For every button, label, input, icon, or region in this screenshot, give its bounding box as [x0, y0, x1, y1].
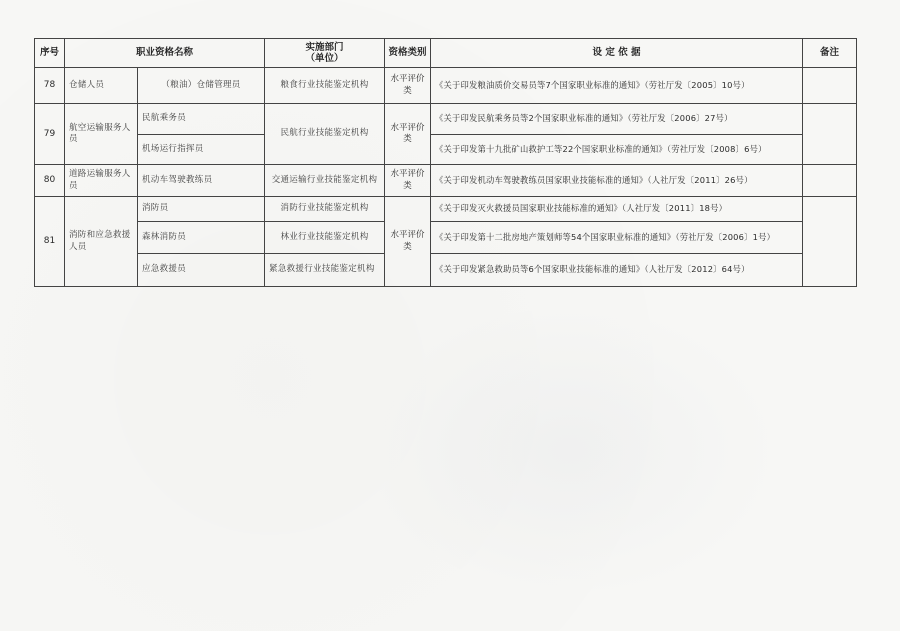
category-cell: 水平评价类 — [385, 104, 431, 165]
table-header-row — [35, 39, 857, 68]
remark-cell — [803, 197, 857, 287]
group-cell: 消防和应急救援人员 — [65, 197, 138, 287]
category-cell: 水平评价类 — [385, 197, 431, 287]
group-cell: 道路运输服务人员 — [65, 165, 138, 197]
basis-cell: 《关于印发紧急救助员等6个国家职业技能标准的通知》（人社厅发〔2012〕64号） — [431, 254, 803, 287]
remark-cell — [803, 68, 857, 104]
table-row — [35, 254, 857, 287]
scan-smudge — [360, 300, 780, 600]
header-basis: 设 定 依 据 — [431, 39, 803, 68]
seq-cell: 81 — [35, 197, 65, 287]
seq-cell: 78 — [35, 68, 65, 104]
name-cell: 应急救援员 — [138, 254, 265, 287]
group-cell: 航空运输服务人员 — [65, 104, 138, 165]
table-row — [35, 165, 857, 197]
basis-cell: 《关于印发机动车驾驶教练员国家职业技能标准的通知》（人社厅发〔2011〕26号） — [431, 165, 803, 197]
seq-cell: 79 — [35, 104, 65, 165]
dept-cell: 紧急救援行业技能鉴定机构 — [265, 254, 385, 287]
name-cell: 机场运行指挥员 — [138, 135, 265, 165]
table-row — [35, 68, 857, 104]
remark-cell — [803, 165, 857, 197]
dept-cell: 交通运输行业技能鉴定机构 — [265, 165, 385, 197]
name-cell: 民航乘务员 — [138, 104, 265, 135]
qualification-table — [34, 38, 857, 287]
basis-cell: 《关于印发灭火救援员国家职业技能标准的通知》（人社厅发〔2011〕18号） — [431, 197, 803, 222]
category-cell: 水平评价类 — [385, 165, 431, 197]
dept-cell: 消防行业技能鉴定机构 — [265, 197, 385, 222]
table-row — [35, 104, 857, 135]
dept-cell: 粮食行业技能鉴定机构 — [265, 68, 385, 104]
group-cell: 仓储人员 — [65, 68, 138, 104]
name-cell: （粮油）仓储管理员 — [138, 68, 265, 104]
remark-cell — [803, 104, 857, 165]
header-name: 职业资格名称 — [65, 39, 265, 68]
basis-cell: 《关于印发粮油质价交易员等7个国家职业标准的通知》（劳社厅发〔2005〕10号） — [431, 68, 803, 104]
dept-cell: 民航行业技能鉴定机构 — [265, 104, 385, 165]
name-cell: 消防员 — [138, 197, 265, 222]
basis-cell: 《关于印发第十二批房地产策划师等54个国家职业标准的通知》（劳社厅发〔2006〕1号） — [431, 222, 803, 254]
name-cell: 机动车驾驶教练员 — [138, 165, 265, 197]
table-row — [35, 222, 857, 254]
header-remark: 备注 — [803, 39, 857, 68]
table-row — [35, 135, 857, 165]
header-dept — [265, 39, 385, 68]
header-dept-main: 实施部门 — [305, 41, 344, 53]
header-dept-sub: （单位） — [305, 53, 344, 64]
name-cell: 森林消防员 — [138, 222, 265, 254]
header-seq: 序号 — [35, 39, 65, 68]
category-cell: 水平评价类 — [385, 68, 431, 104]
table-row — [35, 197, 857, 222]
basis-cell: 《关于印发民航乘务员等2个国家职业标准的通知》（劳社厅发〔2006〕27号） — [431, 104, 803, 135]
seq-cell: 80 — [35, 165, 65, 197]
dept-cell: 林业行业技能鉴定机构 — [265, 222, 385, 254]
basis-cell: 《关于印发第十九批矿山救护工等22个国家职业标准的通知》（劳社厅发〔2008〕6号） — [431, 135, 803, 165]
header-category: 资格类别 — [385, 39, 431, 68]
